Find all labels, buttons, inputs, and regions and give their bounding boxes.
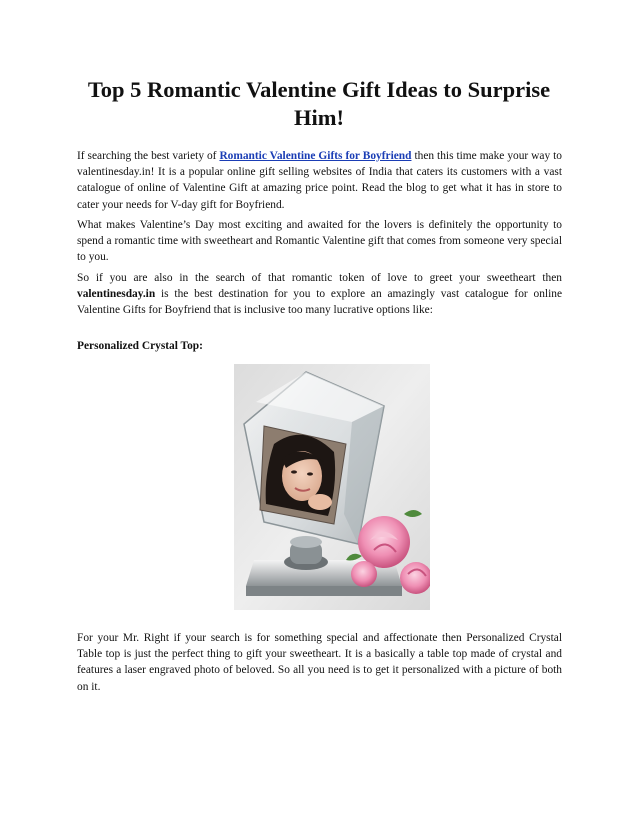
- destination-paragraph: [77, 270, 562, 319]
- intro-text-start: If searching the best variety of: [77, 150, 220, 162]
- crystal-cube-photo: [234, 364, 430, 610]
- intro-text-end: then this time make your way to valentinesday.in! It is a popular online gift selling websites of India that caters its customers with a vast catalogue of online of Valentine Gift at amazing price point. Read the blog to get what it has in store to cater your needs for V-day gift for Boyfriend.: [77, 150, 562, 211]
- valentines-day-paragraph: What makes Valentine’s Day most exciting and awaited for the lovers is definitely the opportunity to spend a romantic time with sweetheart and Romantic Valentine gift that comes from someone very special to you.: [77, 219, 562, 264]
- page-title: Top 5 Romantic Valentine Gift Ideas to Surprise Him!: [87, 77, 551, 130]
- boyfriend-gifts-link[interactable]: Romantic Valentine Gifts for Boyfriend: [219, 150, 412, 162]
- crystal-top-description: For your Mr. Right if your search is for something special and affectionate then Personalized Crystal Table top is just the perfect thing to gift your sweetheart. It is a basically a table top made of crystal and features a laser engraved photo of beloved. So all you need is to get it personalized with a picture of both on it.: [77, 632, 562, 693]
- site-name-bold: valentinesday.in: [77, 288, 156, 301]
- destination-text-start: So if you are also in the search of that romantic token of love to greet your sweetheart then: [77, 272, 562, 284]
- destination-text-end: is the best destination for you to explore an amazingly vast catalogue for online Valentine Gifts for Boyfriend that is inclusive too many lucrative options like:: [77, 288, 562, 317]
- intro-paragraph: [77, 148, 562, 213]
- section-heading: Personalized Crystal Top:: [77, 340, 203, 352]
